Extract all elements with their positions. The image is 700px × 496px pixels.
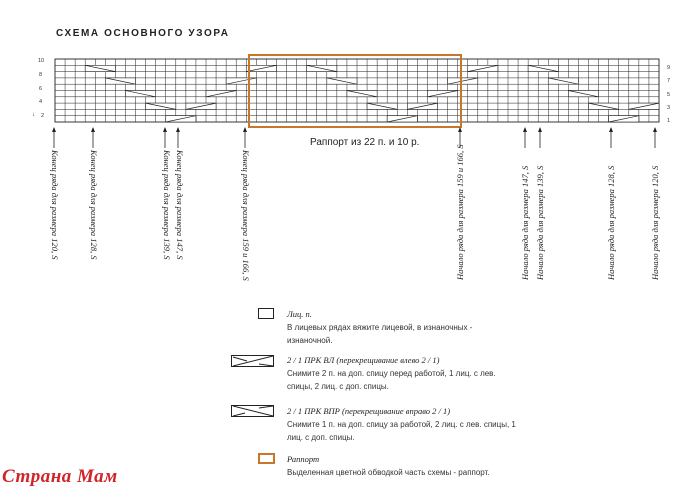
size-label: Начало ряда для размера 147, S (520, 165, 530, 280)
size-label: Начало ряда для размера 128, S (606, 165, 616, 280)
legend-description: Снимите 1 п. на доп. спицу за работой, 2 лиц. с лев. спицы, 1 лиц. с доп. спицы. (287, 420, 516, 442)
legend-description: Снимите 2 п. на доп. спицу перед работой, 1 лиц. с лев. спицы, 2 лиц. с доп. спицы. (287, 369, 496, 391)
arrow-head (523, 127, 527, 132)
row-number: 5 (667, 92, 671, 98)
right-cross-icon (231, 404, 275, 418)
arrow-head (609, 127, 613, 132)
row-number: 2 (41, 113, 45, 119)
legend-title: Лиц. п. (287, 309, 312, 319)
size-label: Конец ряда для размера 120, S (50, 150, 60, 260)
arrow-head (243, 127, 247, 132)
arrow-head (163, 127, 167, 132)
legend-description: В лицевых рядах вяжите лицевой, в изнаночных - изнаночной. (287, 323, 473, 345)
arrow-head (653, 127, 657, 132)
rapport-icon (258, 453, 276, 465)
legend-title: Раппорт (287, 454, 320, 464)
knit-stitch-icon (258, 308, 276, 320)
legend-title: 2 / 1 ПРК ВПР (перекрещивание вправо 2 / 1) (287, 406, 451, 416)
watermark-logo: Страна Мам (2, 466, 118, 487)
size-label: Конец ряда для размера 147, S (175, 150, 185, 260)
row-number: 10 (38, 58, 45, 64)
arrow-head (538, 127, 542, 132)
size-label: Начало ряда для размера 159 и 166, S (455, 144, 465, 280)
arrow-head (176, 127, 180, 132)
row-number: 3 (667, 105, 671, 111)
row-number: 4 (39, 99, 43, 105)
size-label: Начало ряда для размера 120, S (650, 165, 660, 280)
left-cross-icon (231, 354, 275, 368)
size-label: Начало ряда для размера 139, S (535, 165, 545, 280)
row-number: 7 (667, 78, 671, 84)
arrow-head (52, 127, 56, 132)
legend-title: 2 / 1 ПРК ВЛ (перекрещивание влево 2 / 1) (287, 355, 440, 365)
row-number: 9 (667, 65, 671, 71)
rapport-label: Раппорт из 22 п. и 10 р. (310, 137, 420, 148)
arrow-head (91, 127, 95, 132)
row-number: 8 (39, 72, 43, 78)
size-label: Конец ряда для размера 159 и 166, S (241, 150, 251, 281)
chart-title: СХЕМА ОСНОВНОГО УЗОРА (56, 28, 230, 39)
start-arrow: ↓ (32, 112, 35, 118)
row-number: 6 (39, 86, 43, 92)
size-label: Конец ряда для размера 128, S (89, 150, 99, 260)
legend-description: Выделенная цветной обводкой часть схемы - раппорт. (287, 468, 490, 477)
size-label: Конец ряда для размера 139, S (162, 150, 172, 260)
row-number: 1 (667, 118, 671, 124)
